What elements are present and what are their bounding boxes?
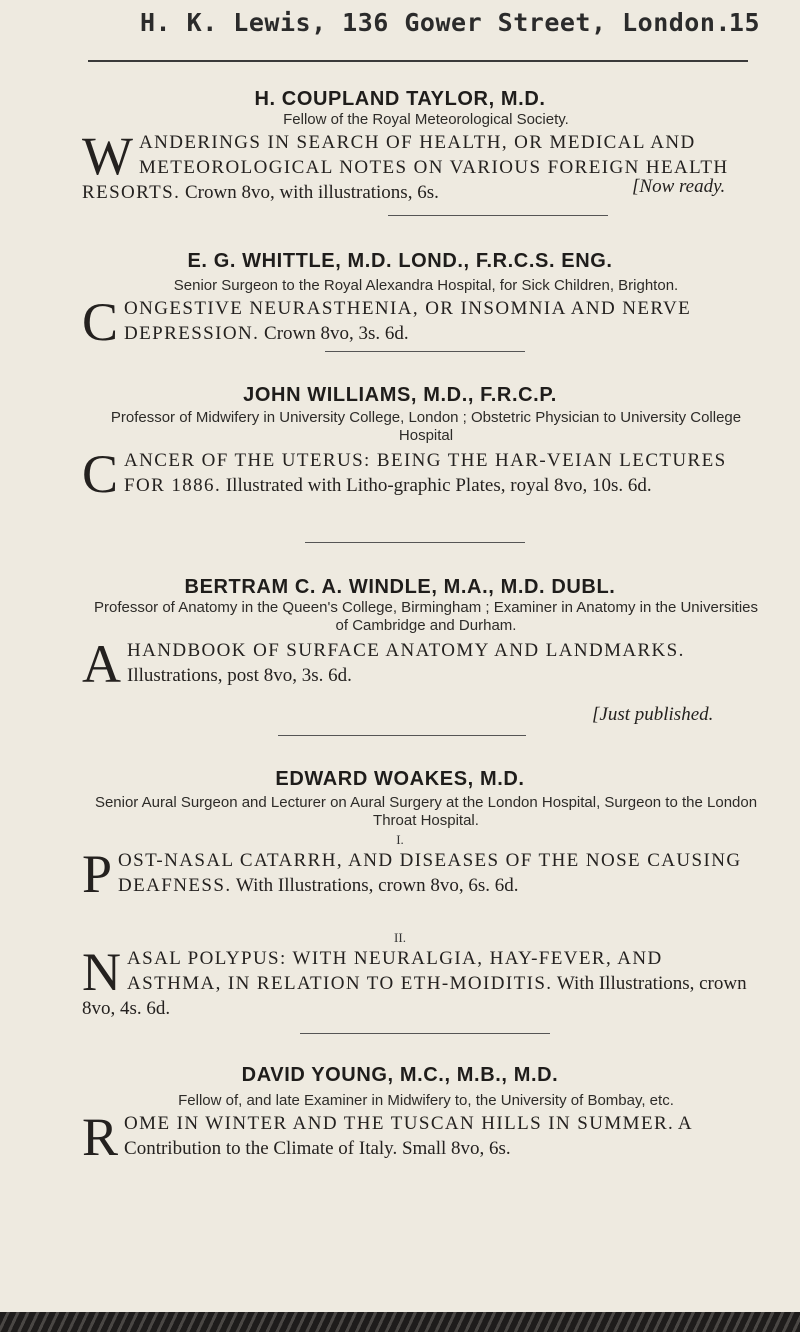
drop-capital: C	[82, 292, 119, 352]
author-name: E. G. WHITTLE, M.D. LOND., F.R.C.S. ENG.	[187, 250, 613, 272]
book-title: ANDERINGS IN SEARCH OF HEALTH, OR MEDICAL AND METEOROLOGICAL NOTES ON VARIOUS FOREIGN HEALTH RESORTS.	[82, 132, 729, 203]
page-edge-band	[0, 1312, 800, 1332]
drop-capital: C	[82, 444, 119, 504]
book-title: ASAL POLYPUS: WITH NEURALGIA, HAY-FEVER, AND ASTHMA, IN RELATION TO ETH-MOIDITIS.	[127, 948, 663, 994]
page-number: 15	[728, 8, 760, 37]
section-divider	[305, 542, 525, 543]
book-details: Crown 8vo, 3s. 6d.	[264, 323, 409, 344]
book-details: With Illustrations, crown 8vo, 6s. 6d.	[235, 875, 519, 896]
section-divider	[300, 1033, 550, 1034]
drop-capital: R	[82, 1107, 119, 1167]
section-divider	[325, 351, 525, 352]
drop-capital: W	[82, 126, 133, 186]
book-details: Illustrated with Litho-graphic Plates, royal 8vo, 10s. 6d.	[225, 475, 652, 496]
book-details: A Contribution to the Climate of Italy. Small 8vo, 6s.	[124, 1113, 691, 1159]
book-title: OME IN WINTER AND THE TUSCAN HILLS IN SUMMER.	[124, 1113, 675, 1134]
author-name: JOHN WILLIAMS, M.D., F.R.C.P.	[243, 384, 557, 406]
author-name: BERTRAM C. A. WINDLE, M.A., M.D. DUBL.	[184, 576, 616, 598]
author-affiliation: Senior Surgeon to the Royal Alexandra Hospital, for Sick Children, Brighton.	[173, 277, 679, 294]
publication-status: [Now ready.	[632, 176, 726, 197]
publisher-address: H. K. Lewis, 136 Gower Street, London.	[140, 8, 731, 37]
author-affiliation: Professor of Anatomy in the Queen's College, Birmingham ; Examiner in Anatomy in the Universities of Cambridge and Durham.	[93, 599, 758, 634]
book-title: ONGESTIVE NEURASTHENIA, OR INSOMNIA AND NERVE DEPRESSION.	[124, 298, 692, 344]
work-numeral: I.	[396, 832, 404, 847]
drop-capital: A	[82, 634, 121, 694]
author-name: DAVID YOUNG, M.C., M.B., M.D.	[241, 1064, 559, 1086]
section-divider	[278, 735, 526, 736]
book-entry	[82, 444, 754, 504]
publication-status: [Just published.	[592, 704, 714, 725]
author-affiliation: Senior Aural Surgeon and Lecturer on Aural Surgery at the London Hospital, Surgeon to the London Throat Hospital.	[94, 794, 758, 829]
author-name: H. COUPLAND TAYLOR, M.D.	[254, 88, 546, 110]
book-details: Crown 8vo, with illustrations, 6s.	[184, 182, 439, 203]
book-entry	[82, 844, 754, 904]
book-title: HANDBOOK OF SURFACE ANATOMY AND LANDMARKS.	[127, 640, 685, 661]
author-affiliation: Fellow of, and late Examiner in Midwifery to, the University of Bombay, etc.	[178, 1092, 674, 1109]
book-title: OST-NASAL CATARRH, AND DISEASES OF THE NOSE CAUSING DEAFNESS.	[118, 850, 742, 896]
drop-capital: P	[82, 844, 113, 904]
drop-capital: N	[82, 942, 121, 1002]
author-name: EDWARD WOAKES, M.D.	[275, 768, 525, 790]
book-entry	[82, 942, 754, 1021]
running-head	[140, 8, 770, 48]
section-divider	[388, 215, 608, 216]
author-affiliation: Professor of Midwifery in University College, London ; Obstetric Physician to University College Hospital	[110, 409, 742, 444]
book-details: With Illustrations, crown 8vo, 4s. 6d.	[82, 973, 747, 1019]
header-rule	[88, 60, 748, 62]
book-entry	[82, 1107, 754, 1167]
book-entry	[82, 292, 754, 352]
book-details: Illustrations, post 8vo, 3s. 6d.	[127, 665, 352, 686]
work-numeral: II.	[394, 930, 406, 945]
author-affiliation: Fellow of the Royal Meteorological Society.	[283, 111, 569, 128]
book-title: ANCER OF THE UTERUS: BEING THE HAR-VEIAN LECTURES FOR 1886.	[124, 450, 727, 496]
book-entry	[82, 634, 754, 694]
